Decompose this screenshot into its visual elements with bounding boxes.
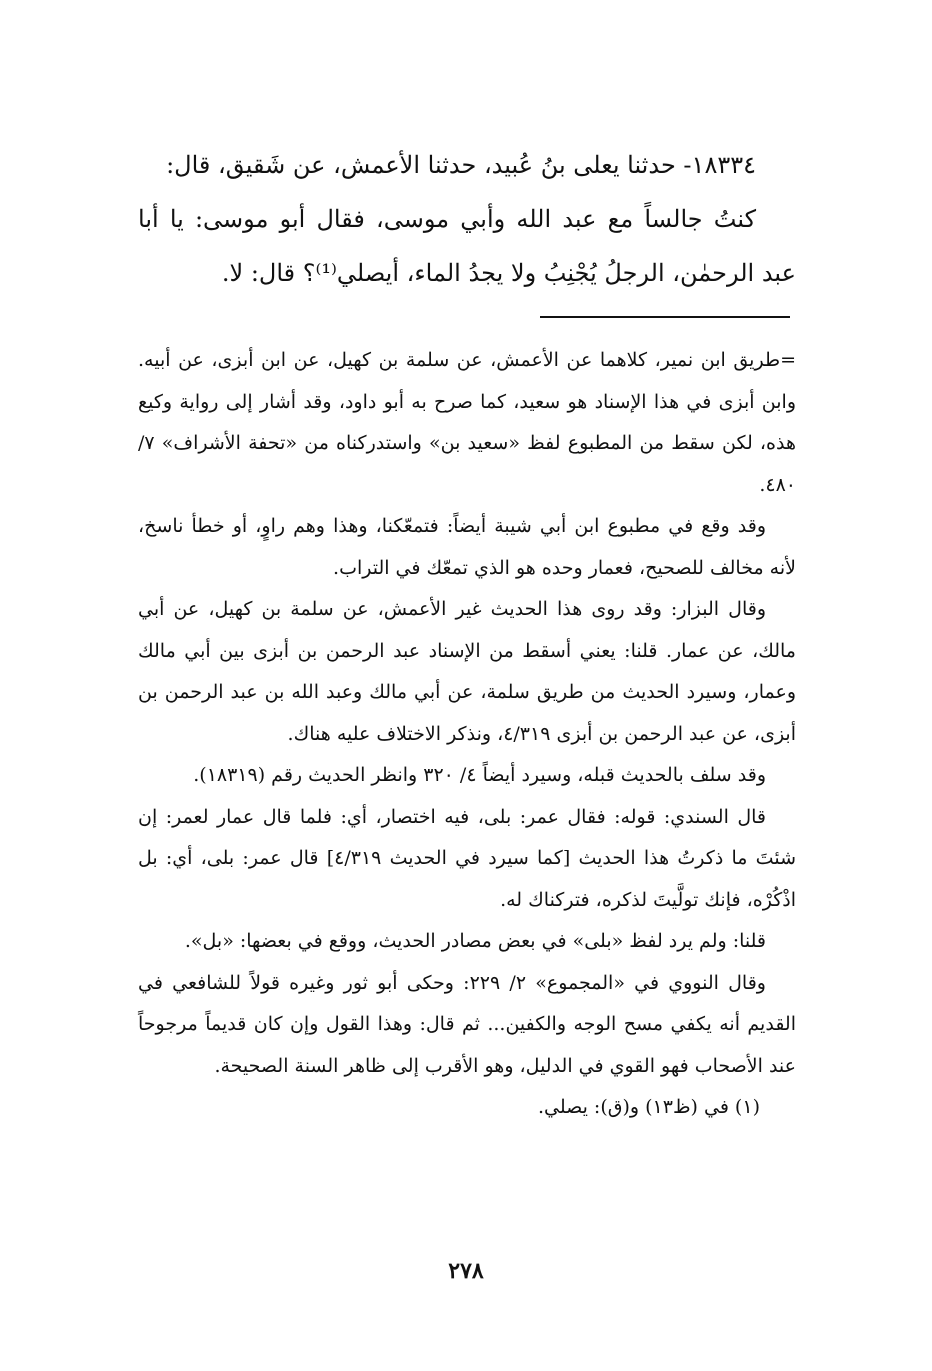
note-paragraph-6: قلنا: ولم يرد لفظ «بلى» في بعض مصادر الحديث، ووقع في بعضها: «بل».: [184, 930, 766, 952]
note-paragraph-1: =طريق ابن نمير، كلاهما عن الأعمش، عن سلمة بن كهيل، عن ابن أبزى، عن أبيه. وابن أبزى في هذا الإسناد هو سعيد، كما صرح به أبو داود، وقد أشار إلى رواية وكيع هذه، لكن سقط من المطبوع لفظ «سعيد بن» واستدركناه من «تحفة الأشراف» ٧/ ٤٨٠.: [138, 349, 796, 496]
footnotes-block: [138, 340, 796, 1129]
main-text: [138, 138, 796, 300]
footnote-1: (١) في (ظ١٣) و(ق): يصلي.: [537, 1096, 760, 1118]
note-paragraph-4: وقد سلف بالحديث قبله، وسيرد أيضاً ٤/ ٣٢٠ وانظر الحديث رقم (١٨٣١٩).: [193, 764, 766, 786]
page-number: ٢٧٨: [448, 1258, 484, 1284]
note-paragraph-7: وقال النووي في «المجموع» ٢/ ٢٢٩: وحكى أبو ثور وغيره قولاً للشافعي في القديم أنه يكفي مسح الوجه والكفين... ثم قال: وهذا القول وإن كان قديماً مرجوحاً عند الأصحاب فهو القوي في الدليل، وهو الأقرب إلى ظاهر السنة الصحيحة.: [138, 971, 796, 1077]
hadith-isnad: ١٨٣٣٤- حدثنا يعلى بنُ عُبيد، حدثنا الأعمش، عن شَقيق، قال:: [166, 151, 756, 179]
footnote-separator: [540, 316, 790, 318]
note-paragraph-5: قال السندي: قوله: فقال عمر: بلى، فيه اختصار، أي: فلما قال عمار لعمر: إن شئتَ ما ذكرتُ هذا الحديث [كما سيرد في الحديث ٤/٣١٩] قال عمر: بلى، أي: بل اذْكُرْه، فإنك تولَّيتَ لذكره، فتركناك له.: [138, 805, 796, 911]
note-paragraph-3: وقال البزار: وقد روى هذا الحديث غير الأعمش، عن سلمة بن كهيل، عن أبي مالك، عن عمار. قلنا: يعني أسقط من الإسناد عبد الرحمن بن أبزى بين أبي مالك وعمار، وسيرد الحديث من طريق سلمة، عن أبي مالك وعبد الله بن عبد الرحمن بن أبزى، عن عبد الرحمن بن أبزى ٤/٣١٩، ونذكر الاختلاف عليه هناك.: [138, 598, 796, 745]
note-paragraph-2: وقد وقع في مطبوع ابن أبي شيبة أيضاً: فتمعّكنا، وهذا وهم راوٍ، أو خطأ ناسخ، لأنه مخالف للصحيح، فعمار وحده هو الذي تمعّك في التراب.: [138, 515, 796, 579]
hadith-matn: كنتُ جالساً مع عبد الله وأبي موسى، فقال أبو موسى: يا أبا عبد الرحمٰن، الرجلُ يُجْنِبُ ولا يجدُ الماء، أيصلي⁽¹⁾؟ قال: لا.: [138, 205, 796, 287]
